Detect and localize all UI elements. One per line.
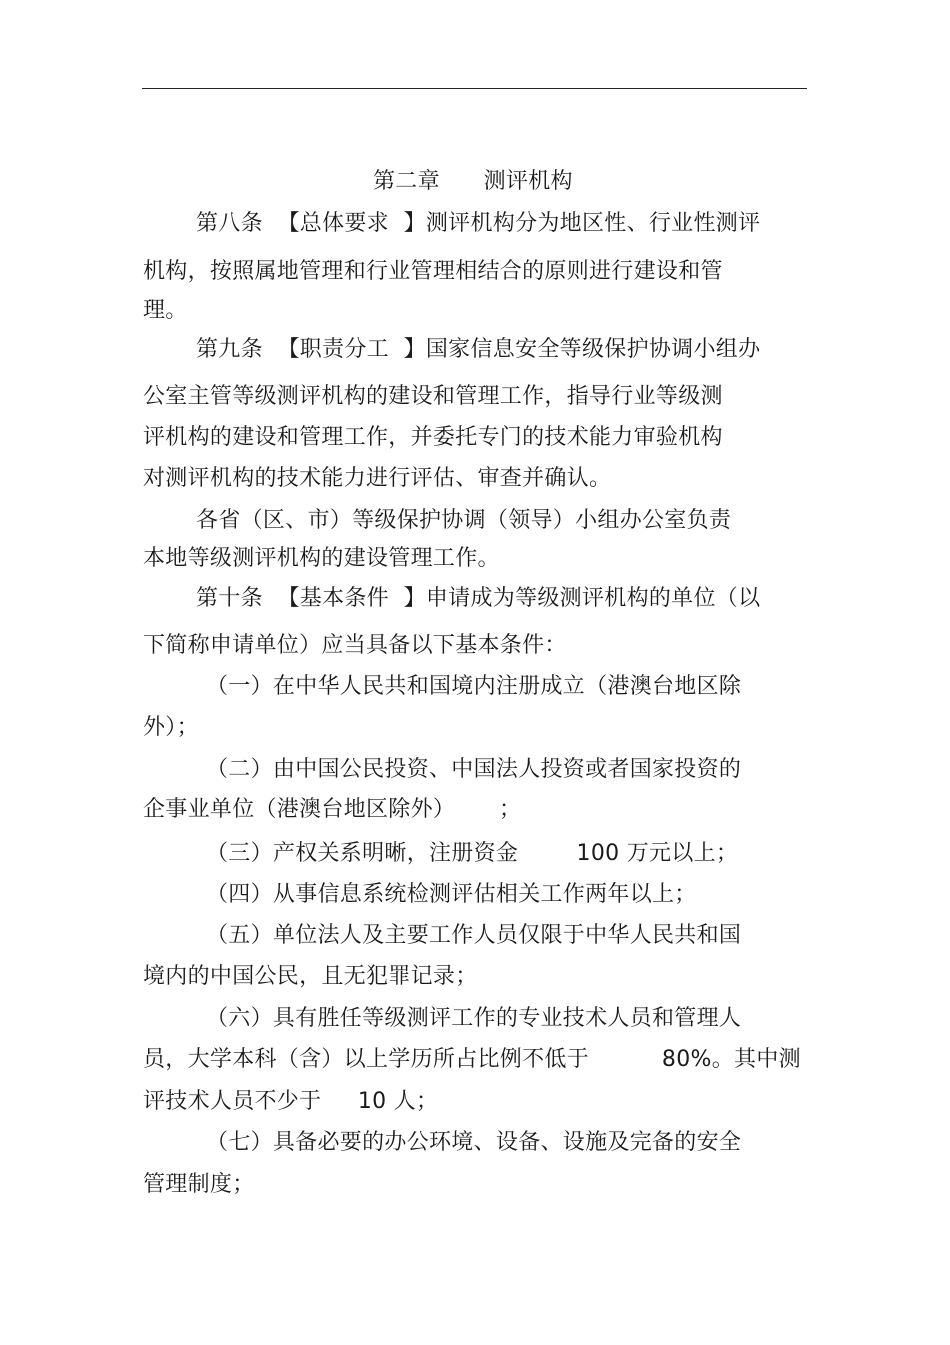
- condition-5-line-2: 境内的中国公民，且无犯罪记录；: [143, 964, 478, 989]
- article-8-line-3: 理。: [143, 298, 188, 323]
- header-rule: [142, 88, 807, 89]
- condition-1-line-2: 外）；: [143, 715, 199, 740]
- condition-6-line-3: 评技术人员不少于 10 人；: [143, 1089, 439, 1114]
- article-9-line-1: 第九条 【职责分工 】国家信息安全等级保护协调小组办: [196, 337, 761, 362]
- condition-7-line-1: （七）具备必要的办公环境、设备、设施及完备的安全: [206, 1130, 742, 1155]
- article-8-line-1: 第八条 【总体要求 】测评机构分为地区性、行业性测评: [196, 211, 761, 236]
- condition-6-line-1: （六）具有胜任等级测评工作的专业技术人员和管理人: [206, 1006, 742, 1031]
- article-8-line-2: 机构，按照属地管理和行业管理相结合的原则进行建设和管: [143, 259, 723, 284]
- condition-1-line-1: （一）在中华人民共和国境内注册成立（港澳台地区除: [206, 674, 742, 699]
- article-9-line-4: 对测评机构的技术能力进行评估、审查并确认。: [143, 466, 612, 491]
- condition-2-line-1: （二）由中国公民投资、中国法人投资或者国家投资的: [206, 757, 742, 782]
- article-10-line-1: 第十条 【基本条件 】申请成为等级测评机构的单位（以: [196, 586, 761, 611]
- condition-6-line-2: 员，大学本科（含）以上学历所占比例不低于 80%。其中测: [143, 1047, 801, 1072]
- article-9-para2-line-1: 各省（区、市）等级保护协调（领导）小组办公室负责: [196, 508, 732, 533]
- condition-7-line-2: 管理制度；: [143, 1172, 255, 1197]
- condition-5-line-1: （五）单位法人及主要工作人员仅限于中华人民共和国: [206, 923, 742, 948]
- article-9-line-3: 评机构的建设和管理工作，并委托专门的技术能力审验机构: [143, 425, 723, 450]
- article-9-line-2: 公室主管等级测评机构的建设和管理工作，指导行业等级测: [143, 384, 723, 409]
- article-10-line-2: 下简称申请单位）应当具备以下基本条件：: [143, 633, 567, 658]
- chapter-title: 第二章 测评机构: [373, 169, 573, 194]
- condition-2-line-2: 企事业单位（港澳台地区除外） ；: [143, 797, 522, 822]
- condition-4: （四）从事信息系统检测评估相关工作两年以上；: [206, 882, 697, 907]
- condition-3: （三）产权关系明晰，注册资金 100 万元以上；: [206, 841, 739, 866]
- article-9-para2-line-2: 本地等级测评机构的建设管理工作。: [143, 546, 500, 571]
